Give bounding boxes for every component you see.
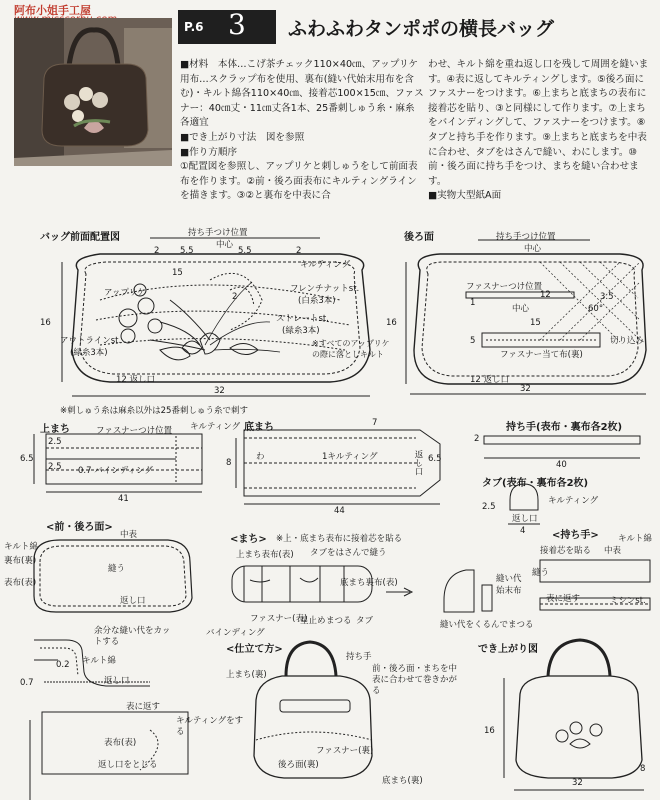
front-straight-thread: (緑糸3本) bbox=[282, 326, 320, 336]
front-outline-st: アウトラインst. bbox=[60, 336, 122, 346]
back-dim-5: 5 bbox=[470, 336, 476, 346]
steps-front-excess: 余分な縫い代をカットする bbox=[94, 626, 171, 647]
front-dim-16: 16 bbox=[40, 318, 51, 328]
top-gusset-title: 上まち bbox=[40, 424, 70, 435]
handle-title: 持ち手(表布・裏布各2枚) bbox=[506, 422, 623, 433]
back-dim-3-5: 3.5 bbox=[600, 292, 614, 302]
tab-dim-2-5: 2.5 bbox=[482, 502, 496, 512]
back-dim-1: 1 bbox=[470, 298, 476, 308]
steps-front-outer: 表布(表) bbox=[4, 578, 37, 588]
front-center: 中心 bbox=[216, 240, 234, 250]
top-gusset-dim-6-5: 6.5 bbox=[20, 454, 34, 464]
finishing-desc: 前・後ろ面・まちを中表に合わせて巻きかがる bbox=[372, 664, 458, 696]
back-zipper-box: ファスナー当て布(裏) bbox=[500, 350, 583, 360]
steps-front-lining: 裏布(裏) bbox=[4, 556, 37, 566]
steps-front-quilt: キルティングをする bbox=[176, 716, 244, 737]
steps-handle-interfacing: 接着芯を貼る bbox=[540, 546, 592, 556]
back-opening: 12 返し口 bbox=[470, 375, 510, 385]
front-straight-st: ストレートst. bbox=[276, 314, 329, 324]
steps-front-outer2: 表布(表) bbox=[104, 738, 137, 748]
top-gusset-quilting: キルティング bbox=[190, 422, 241, 432]
steps-front-naka: 中表 bbox=[120, 530, 138, 540]
top-gusset-dim-2-5a: 2.5 bbox=[48, 437, 62, 447]
tab-title: タブ(表布・裏布各2枚) bbox=[482, 478, 589, 489]
front-french-knot-thread: (白糸3本) bbox=[298, 296, 336, 306]
bottom-gusset-dim-44: 44 bbox=[334, 506, 345, 516]
steps-heading: ■作り方順序 bbox=[180, 146, 238, 158]
back-center-2: 中心 bbox=[512, 304, 530, 314]
steps-gusset-wrap: 縫い代をくるんでまつる bbox=[440, 620, 534, 630]
finished-dim-8: 8 bbox=[640, 764, 646, 774]
front-dim-2-right: 2 bbox=[296, 246, 302, 256]
back-zipper-pos: ファスナーつけ位置 bbox=[466, 282, 543, 292]
steps-gusset-bottom-outer: 底まち裏布(表) bbox=[340, 578, 398, 588]
steps-front-close: 返し口をとじる bbox=[98, 760, 158, 770]
finished-title: でき上がり図 bbox=[478, 644, 538, 655]
front-outline-thread: (緑糸3本) bbox=[70, 348, 108, 358]
back-cut: 切り込み bbox=[610, 336, 645, 346]
top-gusset-dim-2-5b: 2.5 bbox=[48, 462, 62, 472]
front-applique: アップリケ bbox=[104, 288, 146, 298]
materials-text: ■材料 本体…こげ茶チェック110×40㎝、アップリケ用布…スクラップ布を使用、裏布(縫い代始末用布を含む)・キルト綿各110×40㎝、接着芯100×15㎝、ファスナー：40㎝丈・11㎝丈各1本、25番刺しゅう糸・麻糸各適宜 bbox=[180, 59, 424, 129]
finishing-zipper: ファスナー(裏) bbox=[316, 746, 374, 756]
steps-gusset-backstitch: 星止め bbox=[300, 616, 326, 626]
steps-gusset-top-outer: 上まち表布(表) bbox=[236, 550, 294, 560]
steps-front-dim-0-2: 0.2 bbox=[56, 660, 70, 670]
finished-size-text: ■でき上がり寸法 図を参照 bbox=[180, 131, 305, 143]
finishing-bottom: 底まち(裏) bbox=[382, 776, 423, 786]
front-dim-15: 15 bbox=[172, 268, 183, 278]
front-quilting: キルティング bbox=[300, 260, 351, 270]
front-dim-dot-2: 2 bbox=[232, 292, 238, 302]
finished-dim-16: 16 bbox=[484, 726, 495, 736]
steps-handle-sew: 縫う bbox=[532, 568, 550, 578]
handle-dim-2: 2 bbox=[474, 434, 480, 444]
front-french-knot: フレンチナットst. bbox=[290, 284, 360, 294]
tab-dim-4: 4 bbox=[520, 526, 526, 536]
top-gusset-zipper-pos: ファスナーつけ位置 bbox=[96, 426, 173, 436]
top-gusset-dim-41: 41 bbox=[118, 494, 129, 504]
steps-gusset-tab-sew: タブをはさんで縫う bbox=[310, 548, 387, 558]
page-label: P.6 bbox=[184, 20, 204, 34]
finishing-title: <仕立て方> bbox=[226, 644, 283, 655]
steps-handle-turn: 表に返す bbox=[546, 594, 581, 604]
steps-handle-machine: ミシンst. bbox=[610, 596, 646, 606]
back-dim-12: 12 bbox=[540, 290, 551, 300]
bottom-gusset-quilting: 1キルティング bbox=[322, 452, 378, 462]
bottom-gusset-dim-6-5: 6.5 bbox=[428, 454, 442, 464]
steps-gusset-title: <まち> bbox=[230, 534, 267, 545]
bottom-gusset-opening: 返し口 bbox=[413, 450, 423, 476]
watermark-site-name: 阿布小姐手工屋 bbox=[14, 4, 91, 17]
bottom-gusset-dim-7: 7 bbox=[372, 418, 378, 428]
tab-opening: 返し口 bbox=[512, 514, 538, 524]
handle-dim-40: 40 bbox=[556, 460, 567, 470]
steps-front-title: <前・後ろ面> bbox=[46, 522, 113, 533]
top-gusset-binding: 0.7 バインディング bbox=[78, 466, 153, 476]
steps-gusset-zipper: ファスナー(表) bbox=[250, 614, 308, 624]
steps-handle-naka: 中表 bbox=[604, 546, 622, 556]
steps-text-2: わせ、キルト綿を重ね返し口を残して周囲を縫います。④表に返してキルティングします。⑤後ろ面にファスナーをつけます。⑥上まちと底まちの表布に接着芯を貼り、③と同様にして作ります。⑦上まちをバインディングして、ファスナーをつけます。⑧タブと持ち手を作ります。⑨上まちと底まちを中表に合わせ、タブをはさんで縫い、わにします。⑩前・後ろ面に持ち手をつけ、まちを縫い合わせます。 bbox=[428, 59, 649, 187]
front-dim-32: 32 bbox=[214, 386, 225, 396]
back-dim-16: 16 bbox=[386, 318, 397, 328]
back-diagram-title: 後ろ面 bbox=[404, 232, 434, 243]
steps-front-batting: キルト綿 bbox=[4, 542, 38, 552]
finished-dim-32: 32 bbox=[572, 778, 583, 788]
finishing-handle: 持ち手 bbox=[346, 652, 372, 662]
back-handle-pos: 持ち手つけ位置 bbox=[496, 232, 556, 242]
steps-gusset-tab: タブ bbox=[356, 616, 374, 626]
steps-gusset-seam2: 始末布 bbox=[496, 586, 522, 596]
steps-gusset-seam: 縫い代 bbox=[496, 574, 522, 584]
tab-quilting: キルティング bbox=[548, 496, 599, 506]
project-number: 3 bbox=[228, 8, 246, 41]
pattern-note: ■実物大型紙A面 bbox=[428, 190, 502, 202]
steps-front-batting2: キルト綿 bbox=[82, 656, 116, 666]
back-deg-60: 60° bbox=[588, 304, 604, 314]
steps-gusset-binding: バインディング bbox=[206, 628, 265, 638]
front-dim-2: 2 bbox=[154, 246, 160, 256]
embroidery-note: ※刺しゅう糸は麻糸以外は25番刺しゅう糸で刺す bbox=[60, 406, 248, 416]
bottom-gusset-wa: わ bbox=[256, 452, 265, 462]
steps-text-1: ①配置図を参照し、アップリケと刺しゅうをして前面表布を作ります。②前・後ろ面表布にキルティングラインを描きます。③②と裏布を中表に合 bbox=[180, 161, 418, 202]
steps-front-dim-0-7: 0.7 bbox=[20, 678, 34, 688]
front-handle-pos: 持ち手つけ位置 bbox=[188, 228, 248, 238]
back-center: 中心 bbox=[524, 244, 542, 254]
steps-front-turn: 表に返す bbox=[126, 702, 161, 712]
front-dim-5-5-right: 5.5 bbox=[238, 246, 252, 256]
front-diagram-title: バッグ前面配置図 bbox=[40, 232, 120, 243]
front-opening: 12 返し口 bbox=[116, 375, 156, 385]
steps-handle-title: <持ち手> bbox=[552, 530, 599, 541]
steps-gusset-note: ※上・底まち表布に接着芯を貼る bbox=[276, 534, 403, 544]
finishing-top-lining: 上まち(裏) bbox=[226, 670, 267, 680]
front-dim-5-5-left: 5.5 bbox=[180, 246, 194, 256]
bottom-gusset-dim-8: 8 bbox=[226, 458, 232, 468]
steps-handle-batting: キルト綿 bbox=[618, 534, 652, 544]
finishing-back: 後ろ面(裏) bbox=[278, 760, 319, 770]
back-dim-15: 15 bbox=[530, 318, 541, 328]
steps-front-opening2: 返し口 bbox=[104, 676, 130, 686]
page-title: ふわふわタンポポの横長バッグ bbox=[288, 18, 555, 40]
front-note: ※すべてのアップリケの際に落としキルト bbox=[312, 339, 390, 359]
steps-front-opening: 返し口 bbox=[120, 596, 146, 606]
back-dim-32: 32 bbox=[520, 384, 531, 394]
steps-gusset-matsuri: まつる bbox=[326, 616, 352, 626]
steps-front-sew: 縫う bbox=[108, 564, 126, 574]
bottom-gusset-title: 底まち bbox=[244, 422, 274, 433]
